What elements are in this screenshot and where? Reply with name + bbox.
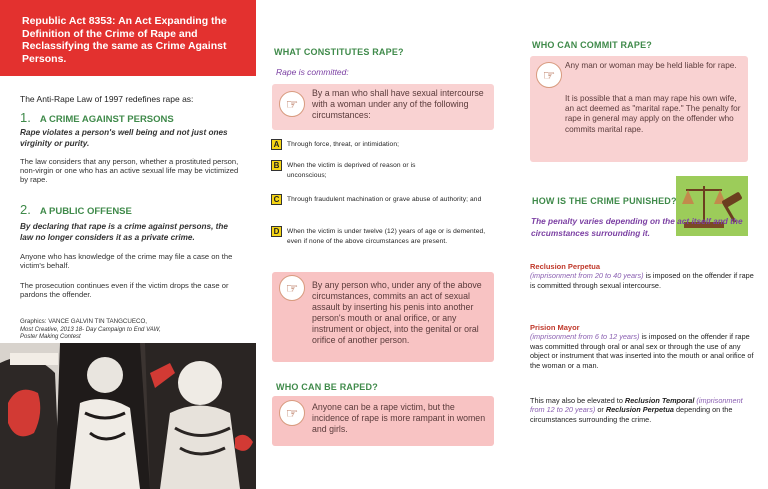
prision-mayor-title: Prision Mayor (530, 323, 580, 332)
reclusion-perpetua-desc: is imposed on the offender if rape is committed through sexual intercourse. (530, 271, 754, 290)
elevation-pre: This may also be elevated to (530, 396, 625, 405)
sexual-assault-text: By any person who, under any of the above circumstances, commits an act of sexual assault by inserting his penis into another person's mouth or anal orifice, or any instrument or object, into the genital or oral orifice of another person. (312, 280, 482, 345)
credit-line-1: Graphics: VANCE GALVIN TIN TANGCUECO, (20, 318, 147, 325)
panel-left (0, 0, 256, 489)
section-1-heading (20, 110, 174, 125)
section-1-number: 1. (20, 110, 31, 125)
section-1-lead: Rape violates a person's well being and not just ones virginity or purity. (20, 128, 228, 148)
reclusion-perpetua-title-2: Reclusion Perpetua (605, 405, 674, 415)
reclusion-perpetua-title: Reclusion Perpetua (530, 262, 601, 271)
rape-committed-lead: Rape is committed: (276, 67, 349, 77)
who-can-commit-text-1: Any man or woman may be held liable for rape. (565, 61, 737, 70)
prision-mayor-desc: is imposed on the offender if rape was committed through oral or anal sex or through the use of any object or instrument that was inserted into the mouth or anal orifice of the woman or a man. (530, 332, 754, 370)
credit-line-3: Poster Making Contest (20, 334, 81, 340)
title-banner (0, 0, 256, 76)
elevation-rest: depending on the circumstances surrounding the crime. (530, 405, 733, 424)
prision-mayor-term: (imprisonment from 6 to 12 years) (530, 332, 640, 342)
item-c-text: Through fraudulent machination or grave abuse of authority; and (287, 196, 482, 203)
item-c-marker: C (271, 194, 282, 205)
reclusion-perpetua-para (530, 262, 754, 290)
pointing-hand-icon: ☞ (536, 62, 562, 88)
reclusion-temporal-title: Reclusion Temporal (624, 396, 695, 405)
section-2-title: A PUBLIC OFFENSE (39, 206, 132, 217)
who-can-commit-heading: WHO CAN COMMIT RAPE? (532, 40, 652, 50)
item-a-text: Through force, threat, or intimidation; (287, 141, 400, 148)
item-b-text: When the victim is deprived of reason or is unconscious; (287, 162, 416, 179)
reclusion-perpetua-term: (imprisonment from 20 to 40 years) (530, 271, 644, 281)
pointing-hand-icon: ☞ (279, 91, 305, 117)
reclusion-temporal-term: (imprisonment from 12 to 20 years) (530, 396, 743, 415)
circumstance-box-1-text: By a man who shall have sexual intercourse with a woman under any of the following circumstances: (312, 88, 484, 120)
pointing-hand-icon: ☞ (279, 275, 305, 301)
item-b-marker: B (271, 160, 282, 171)
section-2-heading (20, 202, 132, 217)
document-title: Republic Act 8353: An Act Expanding the Definition of the Crime of Rape and Reclassifying the same as Crime Against Persons. (22, 15, 227, 65)
section-2-body-2: The prosecution continues even if the victim drops the case or pardons the offender. (20, 281, 229, 300)
intro-text: The Anti-Rape Law of 1997 redefines rape as: (20, 94, 194, 104)
graphics-credit (20, 318, 240, 342)
elevation-para (530, 396, 754, 424)
pointing-hand-icon: ☞ (279, 400, 305, 426)
prision-mayor-para (530, 323, 754, 370)
poster-artwork (0, 343, 256, 489)
section-2-lead: By declaring that rape is a crime against persons, the law no longer considers it as a private crime. (20, 222, 228, 242)
credit-line-2: Most Creative, 2013 18- Day Campaign to End VAW, (20, 326, 161, 333)
item-d-text: When the victim is under twelve (12) years of age or is demented, even if none of the above circumstances are present. (287, 228, 486, 245)
penalty-lead: The penalty varies depending on the act itself and the circumstances surrounding it. (531, 216, 743, 238)
who-can-commit-text-2: It is possible that a man may rape his own wife, an act deemed as "marital rape." The penalty for rape in general may apply on the offender who commits marital rape. (565, 94, 741, 134)
who-can-be-raped-text: Anyone can be a rape victim, but the incidence of rape is more rampant in women and girls. (312, 402, 486, 434)
section-1-body: The law considers that any person, whether a prostituted person, non-virgin or one who has an active sexual life may be victimized by rape. (20, 157, 239, 185)
section-2-number: 2. (20, 202, 31, 217)
what-constitutes-heading: WHAT CONSTITUTES RAPE? (274, 47, 404, 57)
who-can-be-raped-heading: WHO CAN BE RAPED? (276, 382, 378, 392)
section-2-body-1: Anyone who has knowledge of the crime may file a case on the victim's behalf. (20, 252, 233, 271)
item-d-marker: D (271, 226, 282, 237)
how-punished-heading: HOW IS THE CRIME PUNISHED? (532, 196, 677, 206)
item-a-marker: A (271, 139, 282, 150)
elevation-mid: or (595, 405, 606, 415)
section-1-title: A CRIME AGAINST PERSONS (39, 114, 174, 125)
